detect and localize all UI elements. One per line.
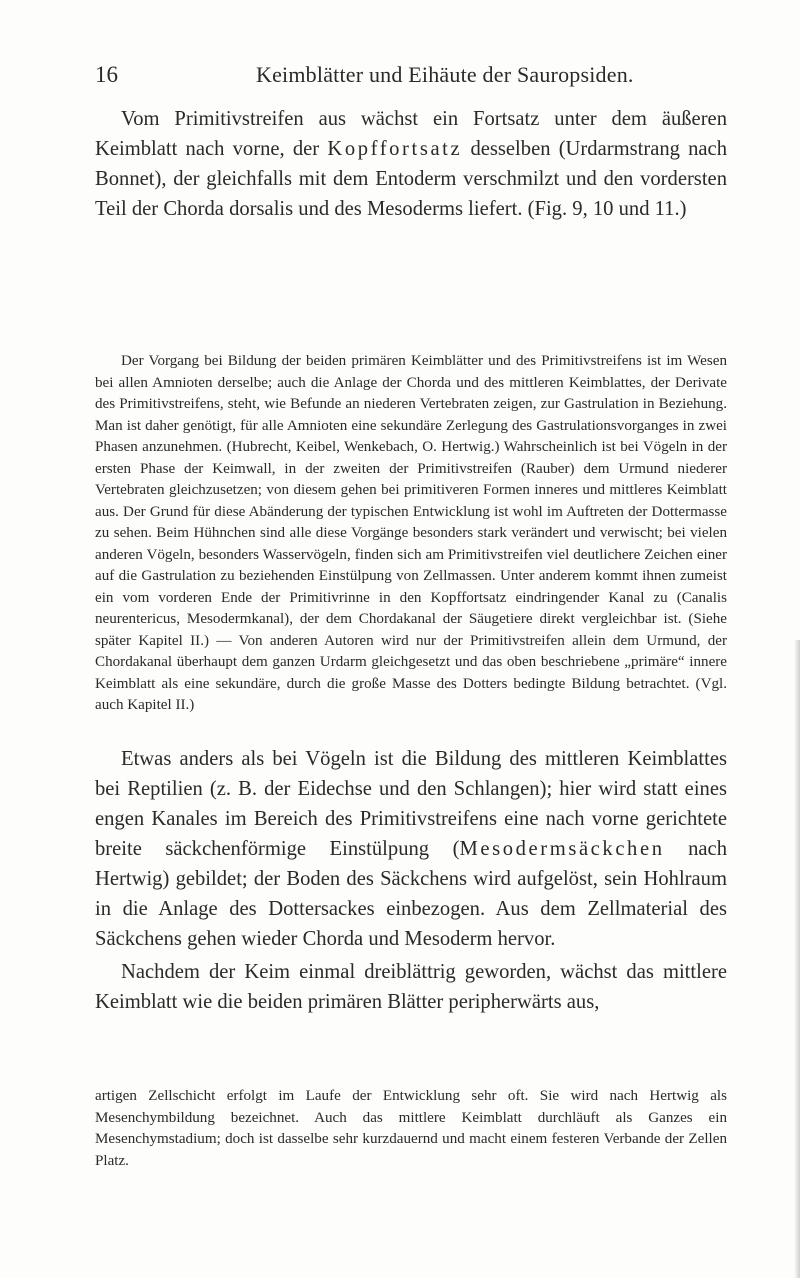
paragraph-mesenchym-note: artigen Zellschicht erfolgt im Laufe der Entwicklung sehr oft. Sie wird nach Hertwig als Mesenchymbildung bezeichnet. Auch das mittlere Keimblatt durchläuft als Ganzes ein Mesenchymstadium; doch ist dasselbe sehr kurzdauernd und macht einem festeren Verbande der Zellen Platz. [95,1088,727,1169]
paragraph-text: Etwas anders als bei Vögeln ist die Bildung des mittleren Keimblattes bei Reptilien (z. B. der Eidechse und den Schlangen); hier wird statt eines engen Kanales im Bereich des Primitivstreifens eine nach vorne gerichtete breite säckchenförmige Einstülpung ( [95,748,727,860]
running-head: Keimblätter und Eihäute der Sauropsiden. [256,62,634,87]
paragraph-gastrulation-note: Der Vorgang bei Bildung der beiden primären Keimblätter und des Primitivstreifens ist im Wesen bei allen Amnioten derselbe; auch die Anlage der Chorda und des mittleren Keimblattes, der Derivate des Primitivstreifens, steht, wie Befunde an niederen Vertebraten zeigen, zur Gastrulation in Beziehung. Man ist daher genötigt, für alle Amnioten eine sekundäre Zerlegung des Gastrulationsvorganges in zwei Phasen anzunehmen. (Hubrecht, Keibel, Wenkebach, O. Hertwig.) Wahrscheinlich ist bei Vögeln in der ersten Phase der Keimwall, in der zweiten der Primitivstreifen (Rauber) dem Urmund niederer Vertebraten gleichzusetzen; von diesem gehen bei primitiveren Formen inneres und mittleres Keimblatt aus. Der Grund für diese Abänderung der typischen Entwicklung ist wohl im Auftreten der Dottermasse zu sehen. Beim Hühnchen sind alle diese Vorgänge besonders stark verändert und verwischt; bei vielen anderen Vögeln, besonders Wasservögeln, finden sich am Primitivstreifen viel deutlichere Zeichen einer auf die Gastrulation zu beziehenden Einstülpung von Zellmassen. Unter anderem kommt ihnen zumeist ein vom vorderen Ende der Primitivrinne in den Kopffortsatz eindringender Kanal zu (Canalis neurentericus, Mesodermkanal), der dem Chordakanal der Säugetiere direkt vergleichbar ist. (Siehe später Kapitel II.) — Von anderen Autoren wird nur der Primitivstreifen allein dem Urmund, der Chordakanal überhaupt dem ganzen Urdarm gleichgesetzt und das oben beschriebene „primäre“ innere Keimblatt als eine sekundäre, durch die große Masse des Dotters bedingte Bildung betrachtet. (Vgl. auch Kapitel II.) [95,353,727,713]
paragraph-text: desselben (Urdarmstrang nach Bonnet), der gleichfalls mit dem Entoderm verschmilzt und den vordersten Teil der Chorda dorsalis und des Mesoderms liefert. (Fig. 9, 10 und 11.) [95,138,727,220]
page-edge-shadow [794,640,800,1278]
paragraph-dreiblaettrig: Nachdem der Keim einmal dreiblättrig geworden, wächst das mittlere Keimblatt wie die beiden primären Blätter peripherwärts aus, [95,961,727,1013]
paragraph-reptilien [95,744,727,954]
emphasis-term: Kopffortsatz [327,138,463,160]
page-number: 16 [95,62,118,87]
paragraph-text: nach Hertwig) gebildet; der Boden des Säckchens wird aufgelöst, sein Hohlraum in die Anlage des Dottersackes einbezogen. Aus dem Zellmaterial des Säckchens gehen wieder Chorda und Mesoderm hervor. [95,838,727,950]
emphasis-term: Mesodermsäckchen [459,838,665,860]
paragraph-text: Vom Primitivstreifen aus wächst ein Fortsatz unter dem äußeren Keimblatt nach vorne, der [95,108,727,160]
paragraph-kopffortsatz [95,104,727,224]
